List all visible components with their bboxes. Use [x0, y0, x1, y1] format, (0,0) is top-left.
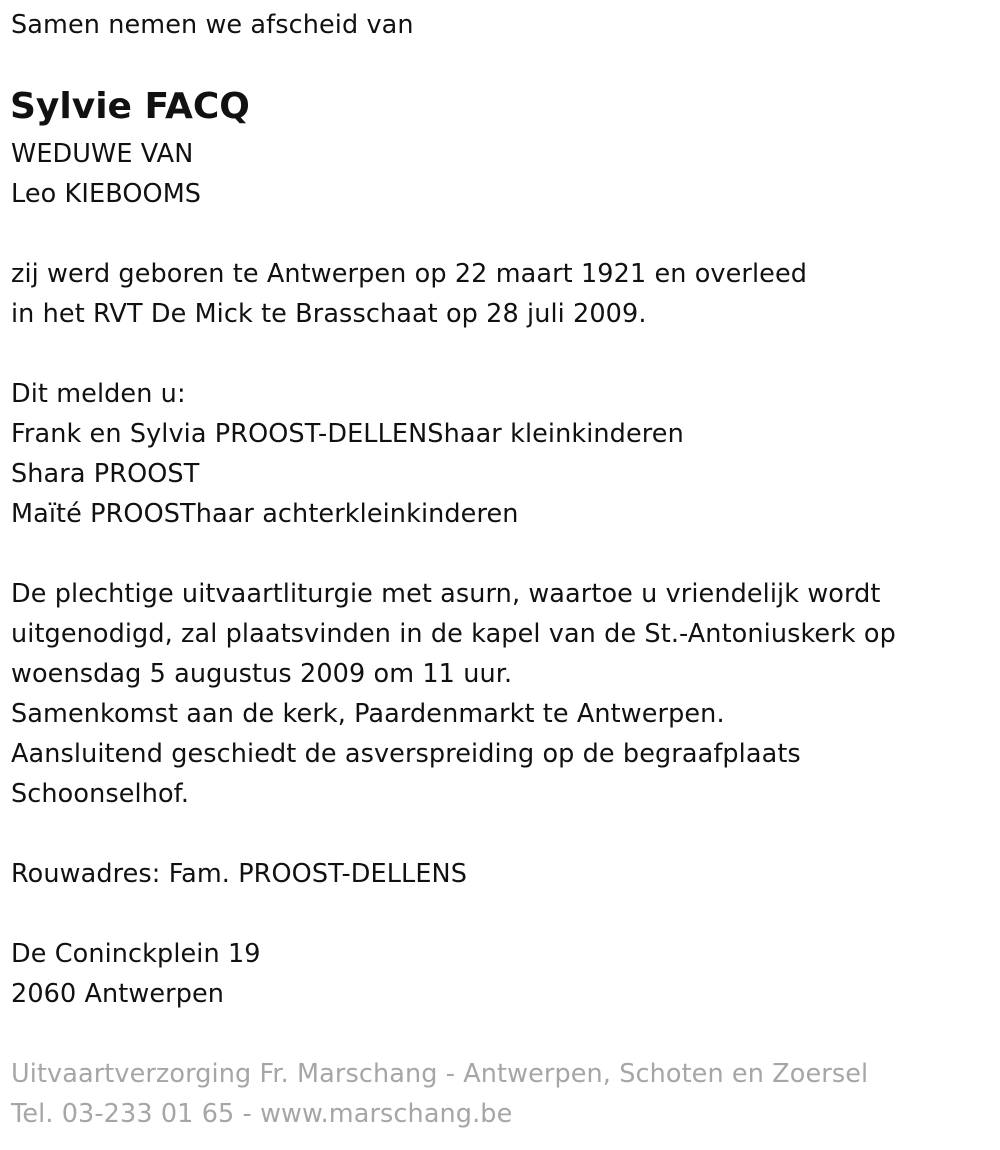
- ceremony-line: woensdag 5 augustus 2009 om 11 uur.: [11, 659, 513, 689]
- mourning-address-label: Rouwadres: Fam. PROOST-DELLENS: [11, 859, 467, 889]
- ceremony-line: De plechtige uitvaartliturgie met asurn, waartoe u vriendelijk wordt: [11, 579, 881, 609]
- ceremony-line: uitgenodigd, zal plaatsvinden in de kapel van de St.-Antoniuskerk op: [11, 619, 896, 649]
- life-line-2: in het RVT De Mick te Brasschaat op 28 juli 2009.: [11, 299, 647, 329]
- announcer-entry: Shara PROOST: [11, 459, 200, 489]
- announcers-heading: Dit melden u:: [11, 379, 186, 409]
- life-line-1: zij werd geboren te Antwerpen op 22 maart 1921 en overleed: [11, 259, 808, 289]
- funeral-company: Uitvaartverzorging Fr. Marschang - Antwerpen, Schoten en Zoersel: [11, 1059, 869, 1089]
- relation-text: WEDUWE VAN: [11, 139, 194, 169]
- address-city: 2060 Antwerpen: [11, 979, 225, 1009]
- announcer-entry: Frank en Sylvia PROOST-DELLENShaar kleinkinderen: [11, 419, 684, 449]
- spouse-name: Leo KIEBOOMS: [11, 179, 202, 209]
- ceremony-line: Schoonselhof.: [11, 779, 190, 809]
- ceremony-line: Samenkomst aan de kerk, Paardenmarkt te Antwerpen.: [11, 699, 725, 729]
- funeral-contact: Tel. 03-233 01 65 - www.marschang.be: [11, 1099, 513, 1129]
- announcer-entry: Maïté PROOSThaar achterkleinkinderen: [11, 499, 519, 529]
- ceremony-line: Aansluitend geschiedt de asverspreiding op de begraafplaats: [11, 739, 801, 769]
- deceased-name: Sylvie FACQ: [10, 86, 250, 127]
- intro-text: Samen nemen we afscheid van: [11, 10, 414, 40]
- address-street: De Coninckplein 19: [11, 939, 261, 969]
